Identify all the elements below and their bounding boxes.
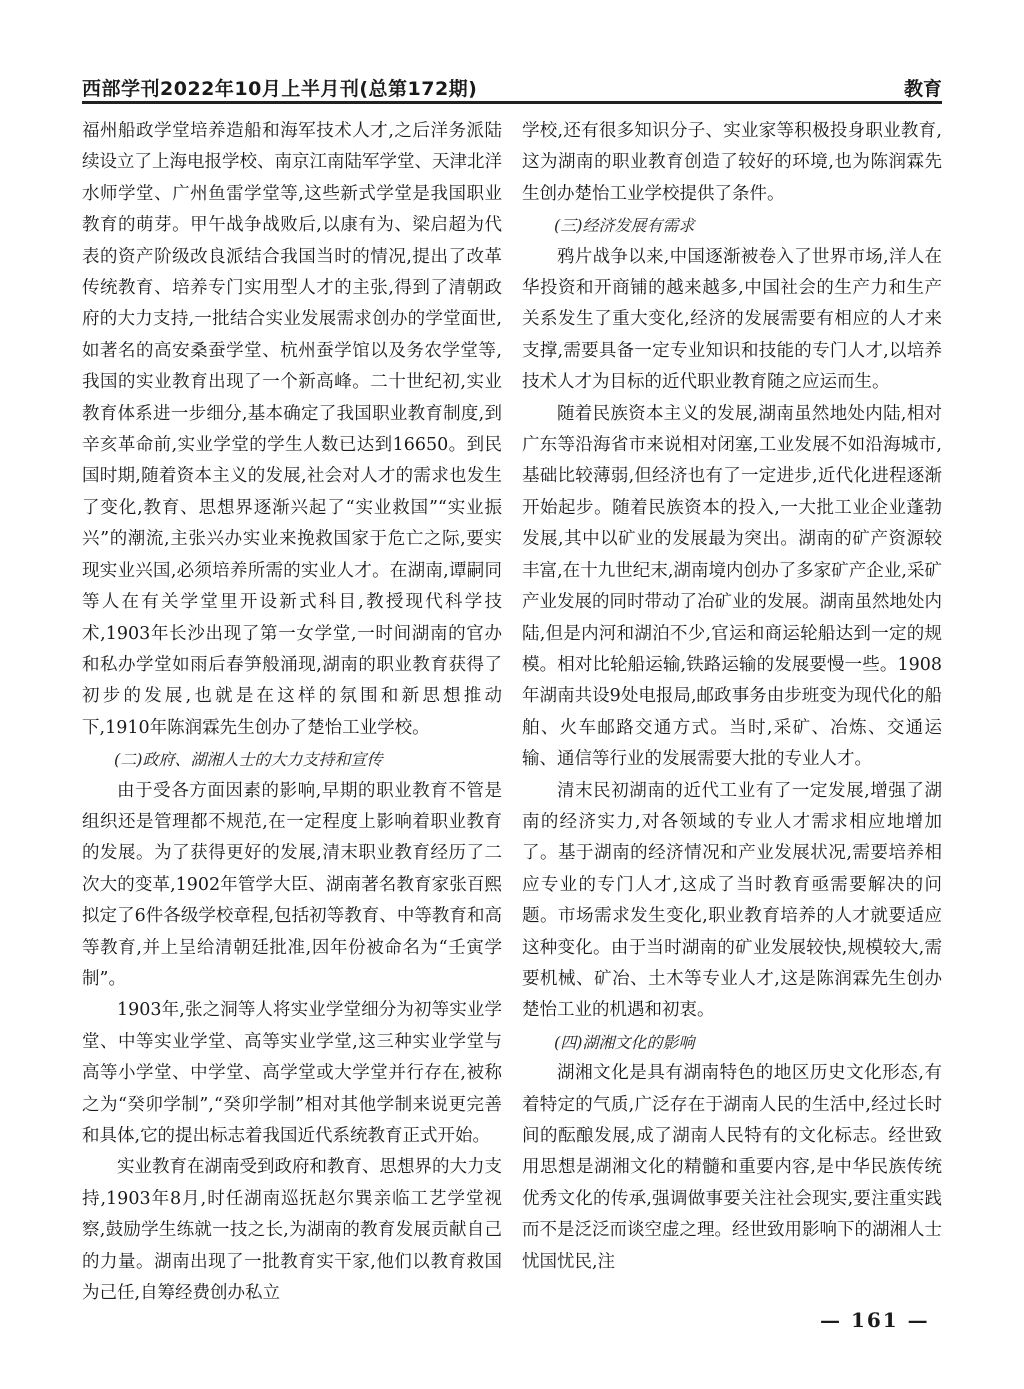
paragraph: 湖湘文化是具有湖南特色的地区历史文化形态,有着特定的气质,广泛存在于湖南人民的生活中,经过长时间的酝酿发展,成了湖南人民特有的文化标志。经世致用思想是湖湘文化的精髓和重要内容,是中华民族传统优秀文化的传承,强调做事要关注社会现实,要注重实践而不是泛泛而谈空虚之理。经世致用影响下的湖湘人士忧国忧民,注 [522, 1063, 942, 1272]
paragraph: 鸦片战争以来,中国逐渐被卷入了世界市场,洋人在华投资和开商铺的越来越多,中国社会的生产力和生产关系发生了重大变化,经济的发展需要有相应的人才来支撑,需要具备一定专业知识和技能的专门人才,以培养技术人才为目标的近代职业教育随之应运而生。 [522, 246, 942, 393]
subheading-4: (四)湖湘文化的影响 [554, 1032, 695, 1052]
subheading-3: (三)经济发展有需求 [554, 216, 695, 236]
right-column [522, 116, 942, 1278]
paragraph: 清末民初湖南的近代工业有了一定发展,增强了湖南的经济实力,对各领域的专业人才需求相应地增加了。基于湖南的经济情况和产业发展状况,需要培养相应专业的专门人才,这成了当时教育亟需要解决的问题。市场需求发生变化,职业教育培养的人才就要适应这种变化。由于当时湖南的矿业发展较快,规模较大,需要机械、矿冶、土木等专业人才,这是陈润霖先生创办楚怡工业的机遇和初衷。 [522, 780, 942, 1021]
left-column [82, 116, 502, 1309]
journal-title: 西部学刊2022年10月上半月刊(总第172期) [82, 78, 478, 100]
paragraph: 1903年,张之洞等人将实业学堂细分为初等实业学堂、中等实业学堂、高等实业学堂,这三种实业学堂与高等小学堂、中学堂、高学堂或大学堂并行存在,被称之为“癸卯学制”,“癸卯学制”相对其他学制来说更完善和具体,它的提出标志着我国近代系统教育正式开始。 [82, 1000, 502, 1146]
paragraph: 学校,还有很多知识分子、实业家等积极投身职业教育,这为湖南的职业教育创造了较好的环境,也为陈润霖先生创办楚怡工业学校提供了条件。 [522, 121, 942, 204]
page-number: — 161 — [820, 1308, 930, 1332]
paragraph: 福州船政学堂培养造船和海军技术人才,之后洋务派陆续设立了上海电报学校、南京江南陆军学堂、天津北洋水师学堂、广州鱼雷学堂等,这些新式学堂是我国职业教育的萌芽。甲午战争战败后,以康有为、梁启超为代表的资产阶级改良派结合我国当时的情况,提出了改革传统教育、培养专门实用型人才的主张,得到了清朝政府的大力支持,一批结合实业发展需求创办的学堂面世,如著名的高安桑蚕学堂、杭州蚕学馆以及务农学堂等,我国的实业教育出现了一个新高峰。二十世纪初,实业教育体系进一步细分,基本确定了我国职业教育制度,到辛亥革命前,实业学堂的学生人数已达到16650。到民国时期,随着资本主义的发展,社会对人才的需求也发生了变化,教育、思想界逐渐兴起了“实业救国”“实业振兴”的潮流,主张兴办实业来挽救国家于危亡之际,要实现实业兴国,必须培养所需的实业人才。在湖南,谭嗣同等人在有关学堂里开设新式科目,教授现代科学技术,1903年长沙出现了第一女学堂,一时间湖南的官办和私办学堂如雨后春笋般涌现,湖南的职业教育获得了初步的发展,也就是在这样的氛围和新思想推动下,1910年陈润霖先生创办了楚怡工业学校。 [82, 121, 502, 738]
section-label: 教育 [903, 78, 942, 100]
paragraph: 实业教育在湖南受到政府和教育、思想界的大力支持,1903年8月,时任湖南巡抚赵尔巽亲临工艺学堂视察,鼓励学生练就一技之长,为湖南的教育发展贡献自己的力量。湖南出现了一批教育实干家,他们以教育救国为己任,自筹经费创办私立 [82, 1157, 502, 1304]
header-rule [82, 101, 942, 104]
page-header [82, 70, 942, 100]
paragraph: 随着民族资本主义的发展,湖南虽然地处内陆,相对广东等沿海省市来说相对闭塞,工业发展不如沿海城市,基础比较薄弱,但经济也有了一定进步,近代化进程逐渐开始起步。随着民族资本的投入,一大批工业企业蓬勃发展,其中以矿业的发展最为突出。湖南的矿产资源较丰富,在十九世纪末,湖南境内创办了多家矿产企业,采矿产业发展的同时带动了冶矿业的发展。湖南虽然地处内陆,但是内河和湖泊不少,官运和商运轮船达到一定的规模。相对比轮船运输,铁路运输的发展要慢一些。1908年湖南共设9处电报局,邮政事务由步班变为现代化的船舶、火车邮路交通方式。当时,采矿、冶炼、交通运输、通信等行业的发展需要大批的专业人才。 [522, 403, 942, 770]
subheading-2: (二)政府、湖湘人士的大力支持和宣传 [114, 750, 383, 770]
paragraph: 由于受各方面因素的影响,早期的职业教育不管是组织还是管理都不规范,在一定程度上影响着职业教育的发展。为了获得更好的发展,清末职业教育经历了二次大的变革,1902年管学大臣、湖南著名教育家张百熙拟定了6件各级学校章程,包括初等教育、中等教育和高等教育,并上呈给清朝廷批准,因年份被命名为“壬寅学制”。 [82, 780, 502, 989]
